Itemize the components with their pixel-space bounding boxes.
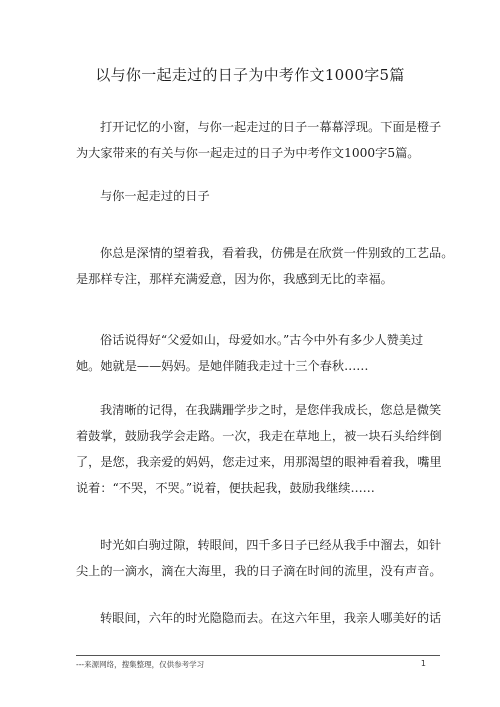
paragraph-line: 了，是您，我亲爱的妈妈，您走过来，用那渴望的眼神看着我，嘴里 bbox=[76, 455, 442, 469]
section-heading bbox=[76, 183, 440, 209]
page-number: 1 bbox=[420, 659, 426, 668]
paragraph-line: 她。她就是——妈妈。是她伴随我走过十三个春秋…… bbox=[76, 359, 369, 373]
paragraph-line: 着鼓掌，鼓励我学会走路。一次，我走在草地上，被一块石头给绊倒 bbox=[76, 429, 442, 443]
paragraph bbox=[76, 605, 440, 631]
footer-note: ---来源网络，搜集整理，仅供参考学习 bbox=[76, 660, 205, 669]
paragraph-line: 打开记忆的小窗，与你一起走过的日子一幕幕浮现。下面是橙子 bbox=[100, 120, 442, 134]
paragraph-line: 为大家带来的有关与你一起走过的日子为中考作文1000字5篇。 bbox=[76, 146, 420, 160]
paragraph-line: 尖上的一滴水，滴在大海里，我的日子滴在时间的流里，没有声音。 bbox=[76, 564, 442, 578]
paragraph-line: 俗话说得好“父爱如山，母爱如水。”古今中外有多少人赞美过 bbox=[100, 333, 424, 347]
paragraph bbox=[76, 327, 440, 379]
paragraph-line: 时光如白驹过隙，转眼间，四千多日子已经从我手中溜去，如针 bbox=[100, 538, 442, 552]
paragraph-line: 转眼间，六年的时光隐隐而去。在这六年里，我亲人哪美好的话 bbox=[100, 611, 442, 625]
paragraph-intro bbox=[76, 114, 440, 166]
footer-divider bbox=[76, 655, 440, 656]
paragraph bbox=[76, 397, 440, 501]
section-heading-text: 与你一起走过的日子 bbox=[100, 189, 210, 203]
paragraph bbox=[76, 532, 440, 584]
paragraph-line: 说着：“不哭，不哭。”说着，便扶起我，鼓励我继续…… bbox=[76, 481, 375, 495]
paragraph-line: 你总是深情的望着我，看着我，仿佛是在欣赏一件别致的工艺品。 bbox=[100, 246, 454, 260]
document-title: 以与你一起走过的日子为中考作文1000字5篇 bbox=[95, 66, 405, 84]
paragraph-line: 是那样专注，那样充满爱意，因为你，我感到无比的幸福。 bbox=[76, 272, 393, 286]
paragraph bbox=[76, 240, 454, 292]
paragraph-line: 我清晰的记得，在我蹒跚学步之时，是您伴我成长，您总是微笑 bbox=[100, 403, 442, 417]
